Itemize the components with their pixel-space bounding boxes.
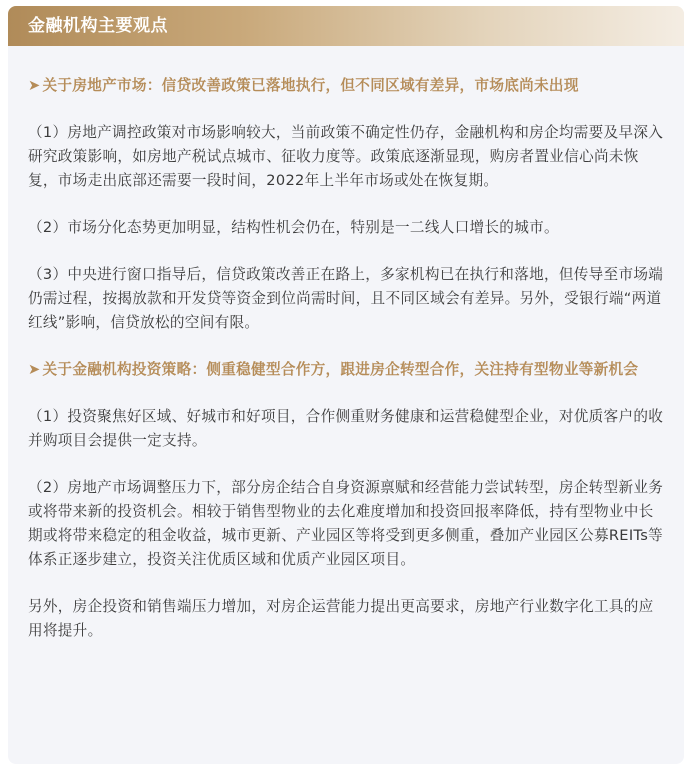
subheading-strategy	[28, 358, 668, 382]
paragraph-market-2: （2）市场分化态势更加明显，结构性机会仍在，特别是一二线人口增长的城市。	[28, 219, 559, 236]
paragraph-strategy-3: 另外，房企投资和销售端压力增加，对房企运营能力提出更高要求，房地产行业数字化工具的应用将提升。	[28, 598, 654, 639]
arrow-right-icon: ➤	[28, 361, 41, 378]
article-body	[28, 74, 668, 643]
paragraph-strategy-2: （2）房地产市场调整压力下，部分房企结合自身资源禀赋和经营能力尝试转型，房企转型新业务或将带来新的投资机会。相较于销售型物业的去化难度增加和投资回报率降低，持有型物业中长期或将带来稳定的租金收益，城市更新、产业园区等将受到更多侧重，叠加产业园区公募REITs等体系正逐步建立，投资关注优质区域和优质产业园区项目。	[28, 479, 664, 568]
paragraph-market-1: （1）房地产调控政策对市场影响较大，当前政策不确定性仍存，金融机构和房企均需要及早深入研究政策影响，如房地产税试点城市、征收力度等。政策底逐渐显现，购房者置业信心尚未恢复，市场走出底部还需要一段时间，2022年上半年市场或处在恢复期。	[28, 124, 664, 189]
article-card	[8, 6, 684, 764]
subheading-strategy-text: 关于金融机构投资策略：侧重稳健型合作方，跟进房企转型合作，关注持有型物业等新机会	[42, 361, 639, 378]
subheading-market	[28, 74, 668, 98]
subheading-market-text: 关于房地产市场：信贷改善政策已落地执行，但不同区域有差异，市场底尚未出现	[42, 77, 579, 94]
section-header-banner	[8, 6, 684, 46]
section-title: 金融机构主要观点	[28, 16, 168, 36]
paragraph-market-3: （3）中央进行窗口指导后，信贷政策改善正在路上，多家机构已在执行和落地，但传导至市场端仍需过程，按揭放款和开发贷等资金到位尚需时间，且不同区域会有差异。另外，受银行端“两道红线”影响，信贷放松的空间有限。	[28, 266, 664, 331]
paragraph-strategy-1: （1）投资聚焦好区域、好城市和好项目，合作侧重财务健康和运营稳健型企业，对优质客户的收并购项目会提供一定支持。	[28, 408, 664, 449]
arrow-right-icon: ➤	[28, 77, 41, 94]
